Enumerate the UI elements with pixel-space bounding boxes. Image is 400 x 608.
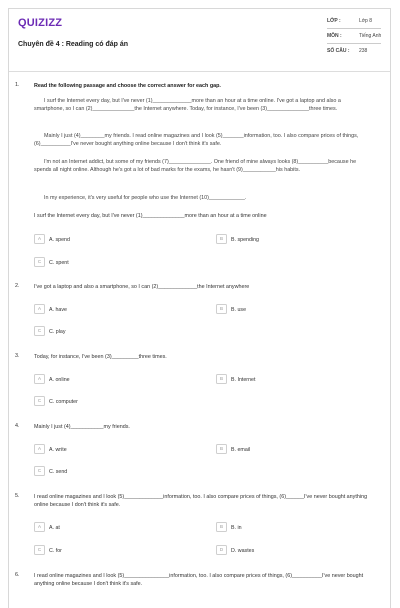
option-b[interactable]: B B. in — [216, 522, 242, 532]
option-b[interactable]: B B. email — [216, 444, 250, 454]
option-a[interactable]: A A. spend — [34, 234, 70, 244]
passage-paragraph: I'm not an Internet addict, but some of my friends (7)______________. One friend of mine always looks (8)__________because he spends all night online. Although he's got a lot of bad marks for the exams, he hasn't (9)___________his habits. — [34, 159, 357, 173]
option-c[interactable]: C C. spent — [34, 257, 69, 267]
question-number: 2. — [15, 283, 20, 289]
passage-paragraph: Mainly I just (4)________my friends. I read online magazines and I look (5)_______information, too. I also compare prices of things, (6)__________I've never bought anything online because I don't think it's safe. — [34, 133, 359, 147]
question-text: Today, for instance, I've been (3)_________three times. — [34, 354, 167, 360]
option-letter-box: B — [216, 444, 227, 454]
question-number: 1. — [15, 82, 20, 88]
option-a[interactable]: A A. online — [34, 374, 70, 384]
worksheet-header: QUIZIZZ Chuyên đề 4 : Reading có đáp án LỚP : Lớp 8 MÔN : Tiếng Anh SỐ CÂU : 238 — [18, 17, 382, 54]
passage-paragraph: In my experience, it's very useful for people who use the Internet (10)____________. — [44, 195, 247, 201]
meta-divider — [327, 28, 381, 29]
option-letter-box: C — [34, 466, 45, 476]
option-letter-box: C — [34, 257, 45, 267]
quizizz-logo: QUIZIZZ — [18, 17, 63, 29]
option-letter-box: C — [34, 545, 45, 555]
question-instruction: Read the following passage and choose the correct answer for each gap. — [34, 83, 221, 89]
option-letter-box: B — [216, 304, 227, 314]
option-letter-box: A — [34, 304, 45, 314]
option-letter-box: C — [34, 326, 45, 336]
option-b[interactable]: B B. Internet — [216, 374, 255, 384]
option-c[interactable]: C C. send — [34, 466, 67, 476]
question-number: 3. — [15, 353, 20, 359]
passage-paragraph: I surf the Internet every day, but I've never (1)_____________more than an hour at a time online. I've got a laptop and also a smartphone, so I can (2)______________the Internet anywhere. Today, for instance, I've been (3)______________three times. — [34, 98, 341, 112]
option-letter-box: C — [34, 396, 45, 406]
question-text: Mainly I just (4)___________my friends. — [34, 424, 130, 430]
option-c[interactable]: C C. for — [34, 545, 62, 555]
header-divider — [9, 71, 390, 72]
question-text: I read online magazines and I look (5)_______________information, too. I also compare prices of things, (6)__________I've never bought anything online because I don't think it's safe. — [34, 573, 364, 587]
option-letter-box: B — [216, 522, 227, 532]
question-text: I read online magazines and I look (5)_____________information, too. I also compare prices of things, (6)______I've never bought anything online because I don't think it's safe. — [34, 494, 368, 508]
option-b[interactable]: B B. use — [216, 304, 246, 314]
question-text: I've got a laptop and also a smartphone, so I can (2)_____________the Internet anywhere — [34, 284, 250, 290]
option-a[interactable]: A A. write — [34, 444, 67, 454]
option-a[interactable]: A A. have — [34, 304, 67, 314]
option-letter-box: D — [216, 545, 227, 555]
question-number: 4. — [15, 423, 20, 429]
option-letter-box: A — [34, 374, 45, 384]
document-title: Chuyên đề 4 : Reading có đáp án — [18, 41, 129, 48]
option-letter-box: B — [216, 234, 227, 244]
question-number: 5. — [15, 493, 20, 499]
meta-divider — [327, 43, 381, 44]
option-d[interactable]: D D. wastes — [216, 545, 254, 555]
option-letter-box: A — [34, 522, 45, 532]
question-number: 6. — [15, 572, 20, 578]
option-a[interactable]: A A. at — [34, 522, 60, 532]
option-c[interactable]: C C. computer — [34, 396, 78, 406]
option-letter-box: A — [34, 234, 45, 244]
option-c[interactable]: C C. play — [34, 326, 66, 336]
option-letter-box: A — [34, 444, 45, 454]
option-letter-box: B — [216, 374, 227, 384]
question-text: I surf the Internet every day, but I've never (1)______________more than an hour at a time online — [34, 213, 267, 219]
option-b[interactable]: B B. spending — [216, 234, 259, 244]
worksheet-page — [8, 8, 391, 608]
